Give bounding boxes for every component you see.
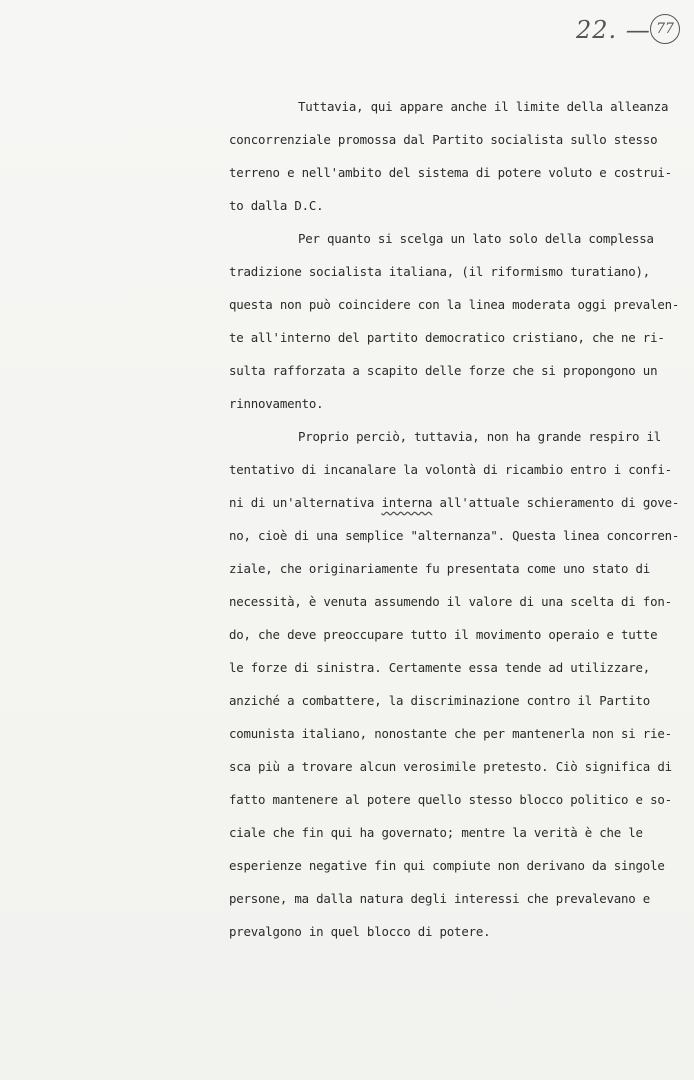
text-line: Proprio perciò, tuttavia, non ha grande respiro il	[298, 429, 661, 444]
text-line: fatto mantenere al potere quello stesso blocco politico e so-	[229, 792, 672, 807]
text-line: questa non può coincidere con la linea moderata oggi prevalen-	[229, 297, 680, 312]
text-line: to dalla D.C.	[229, 198, 324, 213]
text-line: necessità, è venuta assumendo il valore di una scelta di fon-	[229, 594, 672, 609]
text-line: sulta rafforzata a scapito delle forze che si propongono un	[229, 363, 658, 378]
text-line: Per quanto si scelga un lato solo della complessa	[298, 231, 654, 246]
circled-folio-number: 77	[650, 14, 680, 44]
text-line: le forze di sinistra. Certamente essa tende ad utilizzare,	[229, 660, 651, 675]
text-line: persone, ma dalla natura degli interessi che prevalevano e	[229, 891, 651, 906]
text-line: no, cioè di una semplice "alternanza". Questa linea concorren-	[229, 528, 680, 543]
text-line: prevalgono in quel blocco di potere.	[229, 924, 491, 939]
text-line: comunista italiano, nonostante che per mantenerla non si rie-	[229, 726, 672, 741]
text-line: te all'interno del partito democratico cristiano, che ne ri-	[229, 330, 665, 345]
text-line: concorrenziale promossa dal Partito socialista sullo stesso	[229, 132, 658, 147]
text-segment: all'attuale schieramento di gove-	[432, 495, 680, 510]
text-line: anziché a combattere, la discriminazione contro il Partito	[229, 693, 651, 708]
text-line: tradizione socialista italiana, (il riformismo turatiano),	[229, 264, 651, 279]
underlined-word: interna	[381, 495, 433, 510]
text-line: ziale, che originariamente fu presentata come uno stato di	[229, 561, 651, 576]
text-line: do, che deve preoccupare tutto il movimento operaio e tutte	[229, 627, 658, 642]
text-line: sca più a trovare alcun verosimile pretesto. Ciò significa di	[229, 759, 672, 774]
text-line: rinnovamento.	[229, 396, 324, 411]
page-number	[576, 14, 686, 54]
text-line: tentativo di incanalare la volontà di ricambio entro i confi-	[229, 462, 672, 477]
text-line: esperienze negative fin qui compiute non derivano da singole	[229, 858, 665, 873]
body-text	[229, 90, 680, 948]
handwritten-page-number: 22. —	[576, 16, 651, 44]
text-line: Tuttavia, qui appare anche il limite della alleanza	[298, 99, 669, 114]
text-line	[229, 486, 680, 519]
text-line: ciale che fin qui ha governato; mentre la verità è che le	[229, 825, 643, 840]
text-line: terreno e nell'ambito del sistema di potere voluto e costrui-	[229, 165, 672, 180]
text-segment: ni di un'alternativa	[229, 495, 382, 510]
